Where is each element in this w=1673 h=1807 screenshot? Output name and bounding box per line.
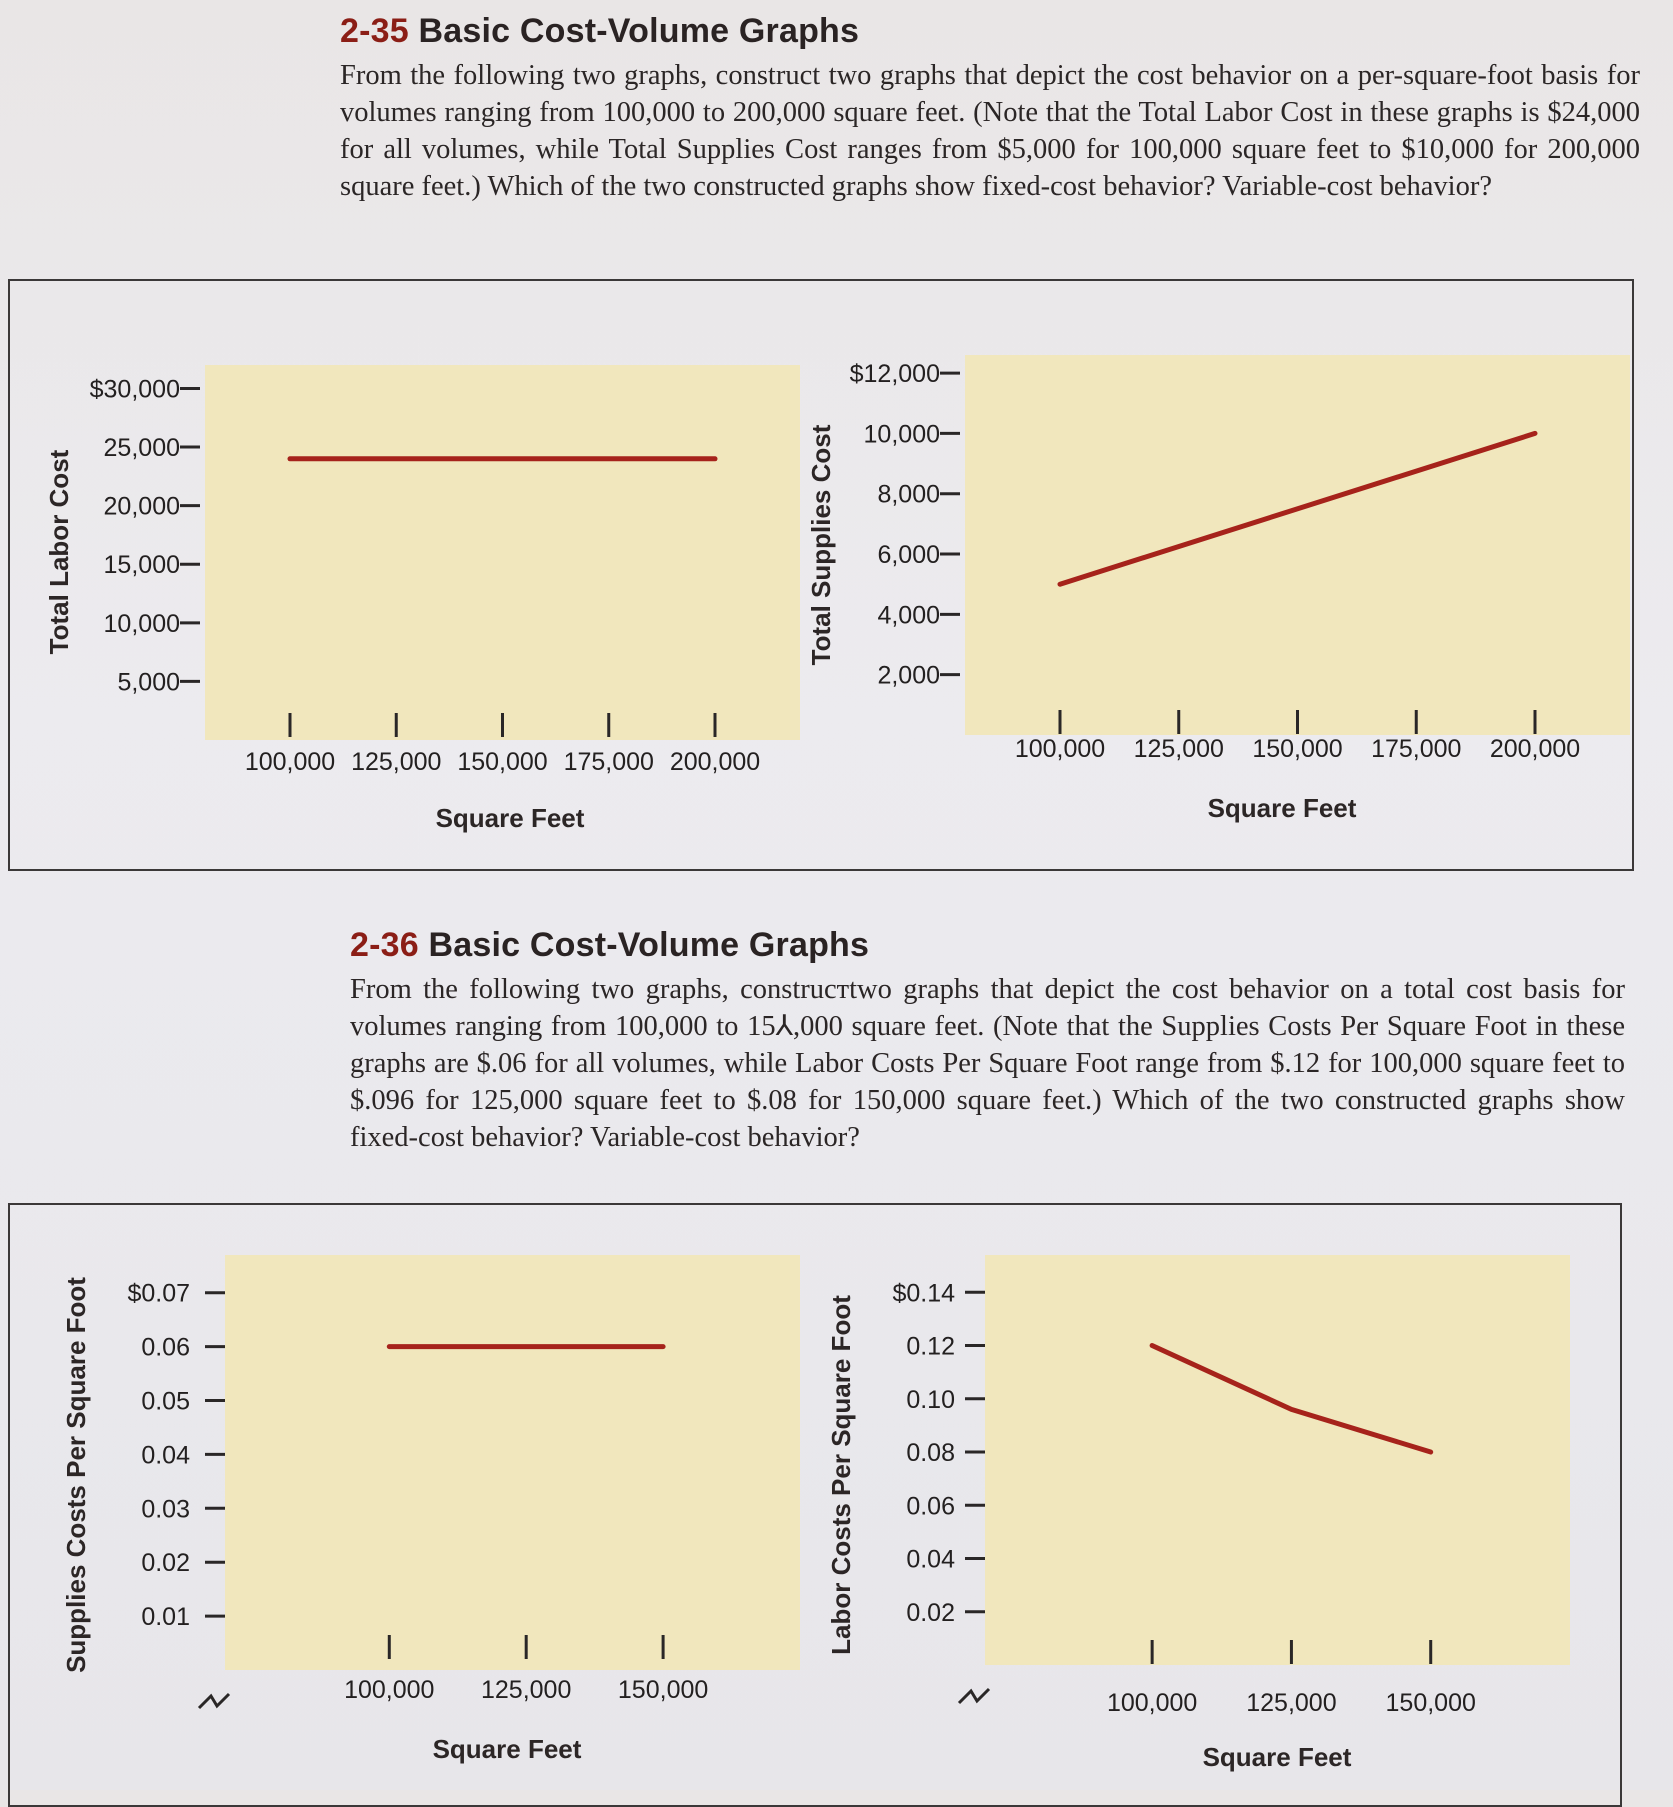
y-tick-label: 0.02 — [141, 1549, 190, 1578]
plot-area — [985, 1255, 1570, 1665]
y-tick-label: 0.01 — [141, 1603, 190, 1632]
labor-costs-per-square-foot-chart — [820, 1245, 1570, 1780]
x-tick-label: 150,000 — [457, 748, 548, 776]
y-tick-label: 5,000 — [117, 668, 180, 697]
x-tick-label: 200,000 — [669, 748, 761, 776]
problem-title: Basic Cost-Volume Graphs — [418, 12, 860, 50]
x-tick-label: 125,000 — [1133, 735, 1224, 763]
x-tick-label: 175,000 — [1371, 735, 1462, 763]
y-tick-label: 0.02 — [906, 1598, 955, 1627]
problem-text: From the following two graphs, construct two graphs that depict the cost behavior on a per-square-foot basis for volumes ranging from 100,000 to 200,000 square feet. (Note that the Total Labor Cost in these graphs is $24,000 for all volumes, while Total Supplies Cost ranges from $5,000 for 100,000 square feet to $10,000 for 200,000 square feet.) Which of the two constructed graphs show fixed-cost behavior? Variable-cost behavior? — [340, 60, 1640, 202]
y-tick-label: 0.03 — [141, 1495, 190, 1524]
x-tick-label: 150,000 — [617, 1676, 709, 1704]
x-tick-label: 150,000 — [1252, 735, 1343, 763]
x-tick-label: 100,000 — [244, 748, 336, 776]
plot-area — [225, 1255, 800, 1670]
y-tick-label: $0.14 — [892, 1279, 955, 1308]
y-axis-title: Supplies Costs Per Square Foot — [61, 1277, 91, 1673]
y-tick-label: 4,000 — [877, 601, 940, 630]
x-axis-title: Square Feet — [432, 1734, 582, 1764]
y-tick-label: 0.12 — [906, 1332, 955, 1361]
x-tick-label: 175,000 — [563, 748, 654, 776]
problem-heading — [340, 12, 1640, 51]
x-tick-label: 125,000 — [351, 748, 442, 776]
y-tick-label: $0.07 — [127, 1279, 190, 1308]
y-tick-label: 0.04 — [906, 1545, 955, 1574]
y-tick-label: 15,000 — [103, 551, 180, 580]
y-axis-title: Total Supplies Cost — [806, 424, 836, 666]
y-tick-label: 10,000 — [863, 420, 940, 449]
y-tick-label: 0.05 — [141, 1387, 190, 1416]
x-tick-label: 125,000 — [1246, 1689, 1337, 1717]
x-tick-label: 150,000 — [1385, 1689, 1476, 1717]
y-tick-label: $12,000 — [849, 360, 940, 389]
y-tick-label: 0.10 — [906, 1385, 955, 1414]
y-tick-label: 20,000 — [103, 492, 180, 521]
problem-number: 2-36 — [350, 926, 419, 964]
x-axis-title: Square Feet — [1207, 793, 1357, 823]
problem-2-35 — [340, 12, 1640, 205]
problem-text: From the following two graphs, construcᴛtwo graphs that depict the cost behavior on a total cost basis for volumes ranging from 100,000 to 15⅄,000 square feet. (Note that the Supplies Costs Per Square Foot in these graphs are $.06 for all volumes, while Labor Costs Per Square Foot range from $.12 for 100,000 square feet to $.096 for 125,000 square feet to $.08 for 150,000 square feet.) Which of the two constructed graphs show fixed-cost behavior? Variable-cost behavior? — [350, 974, 1625, 1153]
plot-area — [965, 355, 1630, 735]
y-axis-title: Labor Costs Per Square Foot — [826, 1295, 856, 1655]
x-tick-label: 100,000 — [344, 1676, 435, 1704]
x-tick-label: 100,000 — [1106, 1689, 1198, 1717]
problem-title: Basic Cost-Volume Graphs — [428, 926, 870, 964]
x-tick-label: 200,000 — [1489, 735, 1581, 763]
axis-break-symbol — [199, 1694, 229, 1708]
axis-break-symbol — [959, 1689, 989, 1703]
total-labor-cost-chart — [40, 355, 800, 835]
x-axis-title: Square Feet — [1202, 1742, 1352, 1772]
y-tick-label: 0.06 — [906, 1492, 955, 1521]
problem-2-36 — [350, 926, 1625, 1156]
plot-area — [205, 365, 800, 740]
y-tick-label: 6,000 — [877, 541, 940, 570]
y-tick-label: 10,000 — [103, 609, 180, 638]
y-tick-label: 0.04 — [141, 1441, 190, 1470]
y-axis-title: Total Labor Cost — [44, 449, 74, 655]
y-tick-label: 0.06 — [141, 1333, 190, 1362]
y-tick-label: 25,000 — [103, 434, 180, 463]
y-tick-label: 2,000 — [877, 661, 940, 690]
y-tick-label: 8,000 — [877, 480, 940, 509]
total-supplies-cost-chart — [800, 345, 1630, 835]
y-tick-label: $30,000 — [89, 375, 180, 404]
supplies-costs-per-square-foot-chart — [55, 1245, 800, 1770]
x-tick-label: 125,000 — [481, 1676, 572, 1704]
y-tick-label: 0.08 — [906, 1439, 955, 1468]
problem-number: 2-35 — [340, 12, 409, 50]
x-tick-label: 100,000 — [1014, 735, 1106, 763]
x-axis-title: Square Feet — [435, 803, 585, 833]
problem-heading — [350, 926, 1625, 965]
